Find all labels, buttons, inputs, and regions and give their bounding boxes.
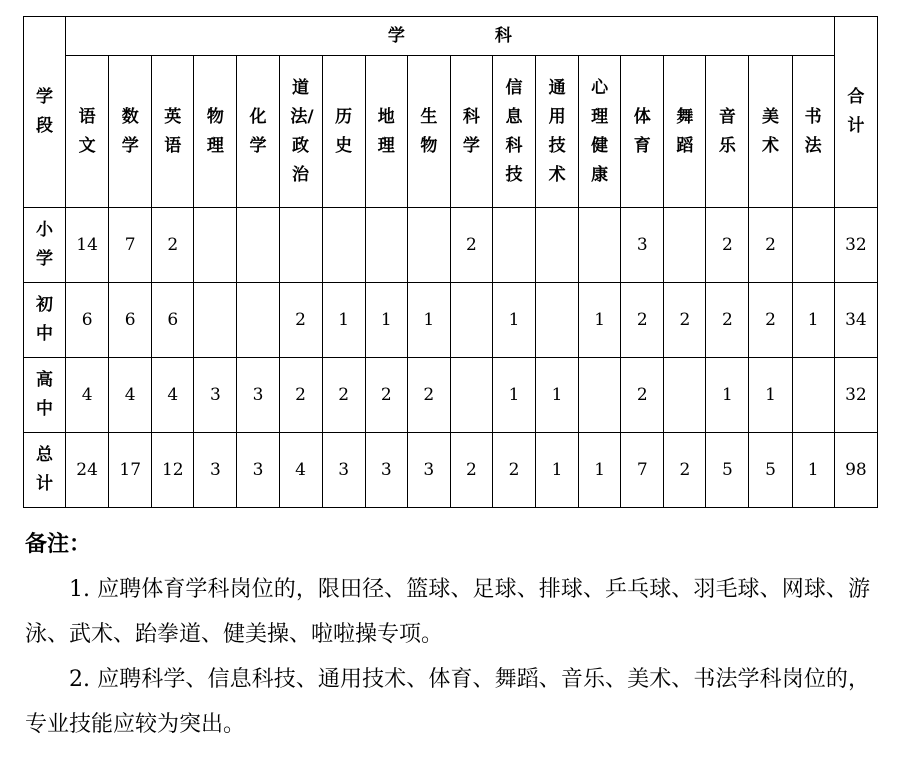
value-cell: 14	[66, 208, 109, 283]
value-cell: 1	[792, 283, 834, 358]
stage-header-label: 学段	[36, 87, 54, 136]
value-cell: 2	[152, 208, 194, 283]
value-cell: 2	[621, 358, 664, 433]
value-cell: 7	[621, 433, 664, 508]
value-cell: 2	[279, 283, 322, 358]
subject-header-cell	[621, 56, 664, 208]
value-cell	[279, 208, 322, 283]
subject-header-label: 道法/政治	[290, 77, 314, 185]
row-total-cell: 32	[834, 208, 877, 283]
value-cell: 3	[237, 433, 279, 508]
subject-header-cell	[492, 56, 535, 208]
value-cell: 5	[706, 433, 749, 508]
total-header	[834, 17, 877, 208]
row-total-cell: 98	[834, 433, 877, 508]
value-cell	[450, 283, 492, 358]
subject-header-label: 信息科技	[505, 77, 523, 185]
value-cell: 2	[365, 358, 407, 433]
value-cell: 1	[706, 358, 749, 433]
value-cell	[450, 358, 492, 433]
stage-header	[24, 17, 66, 208]
note-item-2: 2. 应聘科学、信息科技、通用技术、体育、舞蹈、音乐、美术、书法学科岗位的，专业技能应较为突出。	[25, 667, 870, 737]
subject-header-label: 心理健康	[591, 77, 609, 185]
subject-title-char-2: 科	[494, 26, 512, 46]
value-cell: 1	[579, 433, 621, 508]
value-cell: 1	[536, 433, 579, 508]
value-cell: 12	[152, 433, 194, 508]
subject-header-label: 生物	[420, 106, 438, 156]
subject-header-label: 音乐	[718, 106, 736, 156]
subject-header-label: 通用技术	[548, 77, 566, 185]
subject-header-cell	[407, 56, 450, 208]
subject-header-label: 历史	[335, 106, 353, 156]
subject-header-label: 化学	[249, 106, 267, 156]
subject-header-cell	[322, 56, 365, 208]
value-cell: 1	[536, 358, 579, 433]
value-cell: 3	[322, 433, 365, 508]
subject-header-cell	[365, 56, 407, 208]
value-cell: 6	[152, 283, 194, 358]
value-cell: 4	[109, 358, 152, 433]
value-cell: 2	[749, 208, 792, 283]
subject-header-cell	[194, 56, 237, 208]
value-cell	[536, 283, 579, 358]
value-cell: 3	[194, 433, 237, 508]
subject-header-label: 体育	[633, 106, 651, 156]
value-cell: 3	[237, 358, 279, 433]
subject-header-label: 地理	[377, 106, 395, 156]
subject-header-cell	[450, 56, 492, 208]
row-total-cell: 34	[834, 283, 877, 358]
subject-header-cell	[237, 56, 279, 208]
subject-header-label: 语文	[78, 106, 96, 156]
subject-header-cell	[579, 56, 621, 208]
value-cell: 4	[66, 358, 109, 433]
subject-header-label: 美术	[762, 106, 780, 156]
value-cell: 2	[450, 433, 492, 508]
value-cell	[664, 208, 706, 283]
header-row-1	[24, 17, 878, 56]
value-cell: 1	[407, 283, 450, 358]
value-cell	[237, 283, 279, 358]
subject-header-cell	[279, 56, 322, 208]
stage-label: 高中	[36, 370, 54, 419]
notes-section	[25, 522, 870, 747]
value-cell	[579, 358, 621, 433]
value-cell	[194, 208, 237, 283]
value-cell: 1	[749, 358, 792, 433]
subject-header-label: 英语	[164, 106, 182, 156]
subject-header-cell	[664, 56, 706, 208]
value-cell: 2	[664, 433, 706, 508]
value-cell: 6	[109, 283, 152, 358]
subject-header-cell	[792, 56, 834, 208]
stage-cell	[24, 283, 66, 358]
notes-title: 备注：	[25, 531, 92, 557]
recruitment-table	[23, 16, 878, 508]
row-total-cell: 32	[834, 358, 877, 433]
subject-header-label: 舞蹈	[676, 106, 694, 156]
value-cell: 1	[365, 283, 407, 358]
value-cell	[664, 358, 706, 433]
stage-label: 初中	[36, 295, 54, 344]
value-cell: 17	[109, 433, 152, 508]
stage-cell	[24, 208, 66, 283]
value-cell: 2	[492, 433, 535, 508]
value-cell: 3	[365, 433, 407, 508]
value-cell: 3	[194, 358, 237, 433]
value-cell: 3	[621, 208, 664, 283]
value-cell: 3	[407, 433, 450, 508]
subject-header-label: 物理	[206, 106, 224, 156]
value-cell	[579, 208, 621, 283]
note-item-1: 1. 应聘体育学科岗位的，限田径、篮球、足球、排球、乒乓球、羽毛球、网球、游泳、武术、跆拳道、健美操、啦啦操专项。	[25, 577, 870, 647]
value-cell	[536, 208, 579, 283]
subject-header-cell	[109, 56, 152, 208]
value-cell	[194, 283, 237, 358]
value-cell: 5	[749, 433, 792, 508]
value-cell: 24	[66, 433, 109, 508]
value-cell: 6	[66, 283, 109, 358]
value-cell: 2	[706, 208, 749, 283]
stage-label: 小学	[36, 220, 54, 269]
table-row	[24, 283, 878, 358]
value-cell	[237, 208, 279, 283]
subject-header-cell	[152, 56, 194, 208]
value-cell: 4	[279, 433, 322, 508]
value-cell	[792, 208, 834, 283]
stage-label: 总计	[36, 445, 54, 494]
table-row	[24, 433, 878, 508]
subject-header-row	[24, 56, 878, 208]
subject-header-label: 科学	[462, 106, 480, 156]
table-row	[24, 208, 878, 283]
value-cell	[792, 358, 834, 433]
value-cell: 1	[579, 283, 621, 358]
value-cell	[407, 208, 450, 283]
value-cell: 2	[664, 283, 706, 358]
value-cell: 1	[492, 358, 535, 433]
value-cell: 7	[109, 208, 152, 283]
value-cell: 1	[792, 433, 834, 508]
value-cell: 1	[492, 283, 535, 358]
table-row	[24, 358, 878, 433]
subject-title-char-1: 学	[387, 26, 405, 46]
value-cell: 2	[322, 358, 365, 433]
subject-header-label: 书法	[804, 106, 822, 156]
subject-header-cell	[749, 56, 792, 208]
subject-header-cell	[66, 56, 109, 208]
value-cell: 2	[749, 283, 792, 358]
value-cell: 2	[407, 358, 450, 433]
subject-header-cell	[536, 56, 579, 208]
value-cell	[365, 208, 407, 283]
value-cell: 4	[152, 358, 194, 433]
value-cell: 2	[621, 283, 664, 358]
value-cell	[322, 208, 365, 283]
stage-cell	[24, 433, 66, 508]
total-header-label: 合计	[847, 87, 865, 136]
subject-header-label: 数学	[121, 106, 139, 156]
value-cell: 2	[279, 358, 322, 433]
stage-cell	[24, 358, 66, 433]
value-cell: 2	[706, 283, 749, 358]
value-cell: 1	[322, 283, 365, 358]
subject-header-cell	[706, 56, 749, 208]
subject-group-header	[66, 17, 835, 56]
value-cell	[492, 208, 535, 283]
value-cell: 2	[450, 208, 492, 283]
